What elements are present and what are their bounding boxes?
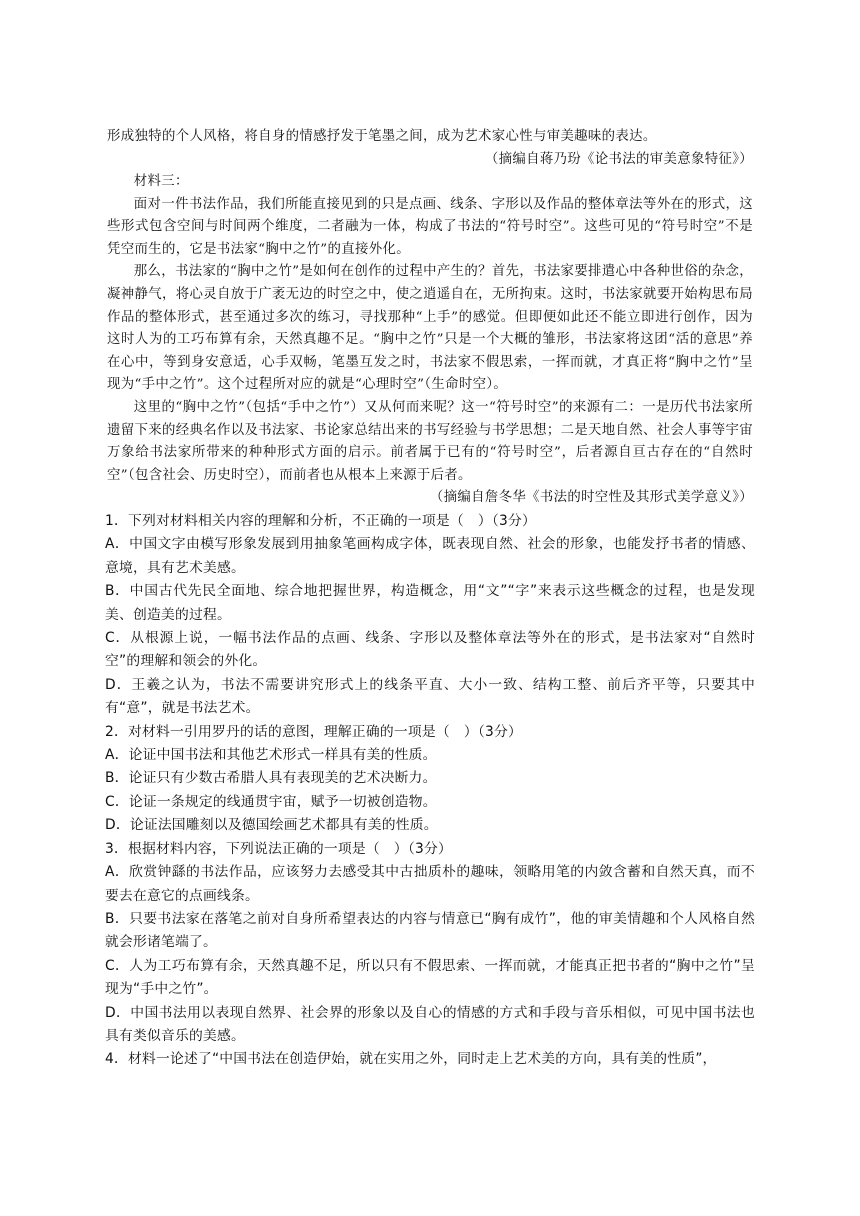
material3-paragraph: 这里的“胸中之竹”（包括“手中之竹”）又从何而来呢？这一“符号时空”的来源有二：一是历代书法家所遗留下来的经典名作以及书法家、书论家总结出来的书写经验与书学思想；二是天地自然、社会人事等宇宙万象给书法家所带来的种种形式方面的启示。前者属于已有的“符号时空”，后者源自亘古存在的“自然时空”（包含社会、历史时空），而前者也从根本上来源于后者。 [107,399,753,483]
material2-tail [107,126,753,171]
question-option: A．欣赏钟繇的书法作品，应该努力去感受其中古拙质朴的趣味，领略用笔的内敛含蓄和自然天真，而不要去在意它的点画线条。 [105,864,755,904]
question-option: B．中国古代先民全面地、综合地把握世界，构造概念，用“文”“字”来表示这些概念的过程，也是发现美、创造美的过程。 [105,583,755,623]
question-stem: 3．根据材料内容，下列说法正确的一项是（ ）（3分） [105,840,452,857]
material3-heading: 材料三： [133,174,189,189]
question-option: C．人为工巧布算有余，天然真趣不足，所以只有不假思索、一挥而就，才能真正把书者的“胸中之竹”呈现为“手中之竹”。 [105,957,755,998]
question-option: A．论证中国书法和其他艺术形式一样具有美的性质。 [105,747,437,764]
question-stem: 2．对材料一引用罗丹的话的意图，理解正确的一项是（ ）（3分） [105,723,522,740]
question-option: D．中国书法用以表现自然界、社会界的形象以及自心的情感的方式和手段与音乐相似，可见中国书法也具有类似音乐的美感。 [105,1004,755,1044]
question-option: D．王羲之认为，书法不需要讲究形式上的线条平直、大小一致、结构工整、前后齐平等，只要其中有“意”，就是书法艺术。 [105,676,755,717]
question-stem: 4．材料一论述了“中国书法在创造伊始，就在实用之外，同时走上艺术美的方向，具有美的性质”， [105,1051,717,1068]
material3-paragraph: 面对一件书法作品，我们所能直接见到的只是点画、线条、字形以及作品的整体章法等外在的形式，这些形式包含空间与时间两个维度，二者融为一体，构成了书法的“符号时空”。这些可见的“符号时空”不是凭空而生的，它是书法家“胸中之竹”的直接外化。 [107,196,753,257]
questions-section [105,510,755,1072]
question-option: C．从根源上说，一幅书法作品的点画、线条、字形以及整体章法等外在的形式，是书法家对“自然时空”的理解和领会的外化。 [105,630,755,670]
material3-section [107,171,753,510]
material2-source: （摘编自蒋乃玢《论书法的审美意象特征》） [484,151,753,167]
question-3 [105,838,755,1049]
question-stem: 1．下列对材料相关内容的理解和分析，不正确的一项是（ ）（3分） [105,513,536,529]
material3-paragraph: 那么，书法家的“胸中之竹”是如何在创作的过程中产生的？首先，书法家要排遣心中各种世俗的杂念，凝神静气，将心灵自放于广袤无边的时空之中，使之逍遥自在，无所拘束。这时，书法家就要开始构思布局作品的整体形式，甚至通过多次的练习，寻找那种“上手”的感觉。但即便如此还不能立即进行创作，因为这时人为的工巧布算有余，天然真趣不足。“胸中之竹”只是一个大概的雏形，书法家将这团“活的意思”养在心中，等到身安意适，心手双畅，笔墨互发之时，书法家不假思索，一挥而就，才真正将“胸中之竹”呈现为“手中之竹”。这个过程所对应的就是“心理时空”（生命时空）。 [107,264,753,393]
question-2 [105,721,755,838]
question-option: B．论证只有少数古希腊人具有表现美的艺术决断力。 [105,770,437,787]
question-option: B．只要书法家在落笔之前对自身所希望表达的内容与情意已“胸有成竹”，他的审美情趣和个人风格自然就会形诸笔端了。 [105,910,755,951]
material3-source: （摘编自詹冬华《书法的时空性及其形式美学意义》） [429,490,753,506]
question-option: A．中国文字由模写形象发展到用抽象笔画构成字体，既表现自然、社会的形象，也能发抒书者的情感、意境，具有艺术美感。 [105,536,755,576]
question-option: C．论证一条规定的线通贯宇宙，赋予一切被创造物。 [105,793,437,810]
question-option: D．论证法国雕刻以及德国绘画艺术都具有美的性质。 [105,817,438,834]
question-4 [105,1048,755,1071]
material2-last-line: 形成独特的个人风格，将自身的情感抒发于笔墨之间，成为艺术家心性与审美趣味的表达。 [107,129,657,144]
question-1 [105,510,755,721]
